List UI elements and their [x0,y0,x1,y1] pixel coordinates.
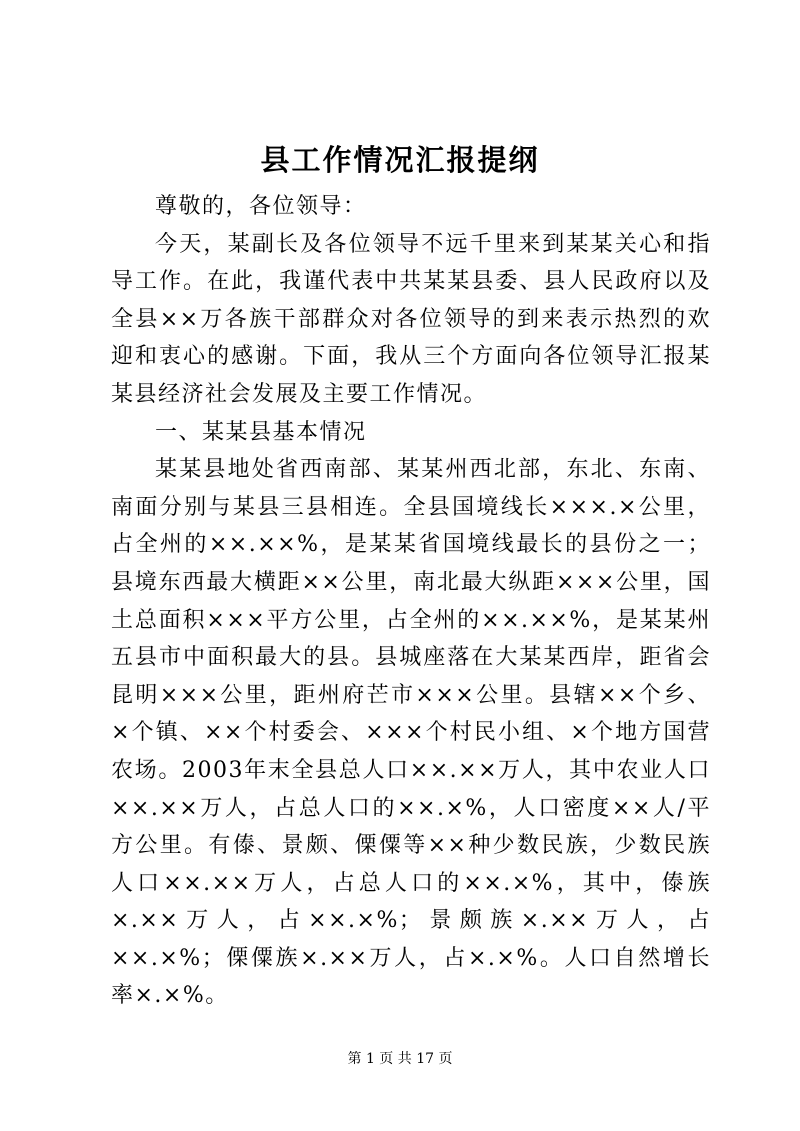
page-footer: 第 1 页 共 17 页 [347,1051,453,1067]
basic-info-paragraph: 某某县地处省西南部、某某州西北部，东北、东南、南面分别与某县三县相连。全县国境线长×××.×公里，占全州的××.××%，是某某省国境线最长的县份之一；县境东西最大横距××公里，南北最大纵距×××公里，国土总面积×××平方公里，占全州的××.××%，是某某州五县市中面积最大的县。县城座落在大某某西岸，距省会昆明×××公里，距州府芒市×××公里。县辖××个乡、×个镇、××个村委会、×××个村民小组、×个地方国营农场。2003年末全县总人口××.××万人，其中农业人口××.××万人，占总人口的××.×%，人口密度××人/平方公里。有傣、景颇、傈僳等××种少数民族，少数民族人口××.××万人，占总人口的××.×%，其中，傣族×.××万人，占××.×%；景颇族×.××万人，占××.×%；傈僳族×.××万人，占×.×%。人口自然增长率×.×%。 [111,457,711,1009]
salutation-paragraph: 尊敬的，各位领导： [155,194,367,219]
document-body [111,188,711,1015]
document-title: 县工作情况汇报提纲 [260,143,540,177]
intro-paragraph: 今天，某副长及各位领导不远千里来到某某关心和指导工作。在此，我谨代表中共某某县委、县人民政府以及全县××万各族干部群众对各位领导的到来表示热烈的欢迎和衷心的感谢。下面，我从三个方面向各位领导汇报某某县经济社会发展及主要工作情况。 [111,231,711,407]
section-heading: 一、某某县基本情况 [155,419,367,445]
